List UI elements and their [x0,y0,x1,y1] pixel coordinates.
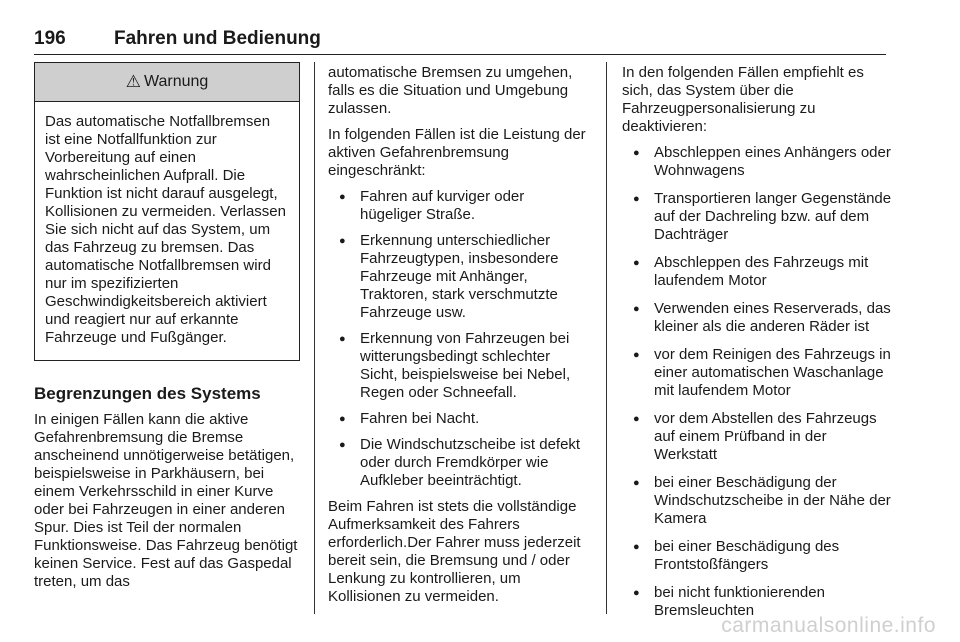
deactivate-intro: In den folgenden Fällen empfiehlt es sich, das System über die Fahrzeugpersonalisierung zu deaktivieren: [622,64,864,135]
page-header [34,26,886,55]
list-item: ● bei nicht funktionierenden Bremsleuchten [622,584,892,620]
page-number: 196 [34,28,66,49]
limited-list [328,188,590,490]
intro-paragraph-part1: In einigen Fällen kann die aktive Gefahrenbremsung die Bremse anscheinend unnötigerweise betätigen, beispielsweise in Parkhäusern, bei einem Verkehrsschild in einer Kurve oder bei Fahrzeugen in einer anderen Spur. Dies ist Teil der normalen Funktionsweise. Das Fahrzeug benötigt keinen Service. Fest auf das Gaspedal treten, um das [34,411,298,590]
intro-paragraph-part2: automatische Bremsen zu umgehen, falls es die Situation und Umgebung zulassen. [328,64,573,117]
list-item: ● Verwenden eines Reserverads, das kleiner als die anderen Räder ist [622,300,892,336]
list-item: ● Abschleppen des Fahrzeugs mit laufendem Motor [622,254,892,290]
list-item: ● Fahren bei Nacht. [328,410,590,428]
list-item: ● bei einer Beschädigung der Windschutzscheibe in der Nähe der Kamera [622,474,892,528]
column-divider-left [314,62,315,614]
column-divider-right [606,62,607,614]
list-item: ● vor dem Abstellen des Fahrzeugs auf einem Prüfband in der Werkstatt [622,410,892,464]
list-item: ● bei einer Beschädigung des Frontstoßfängers [622,538,892,574]
list-item: ● Erkennung von Fahrzeugen bei witterungsbedingt schlechter Sicht, beispielsweise bei Nebel, Regen oder Schneefall. [328,330,590,402]
column-middle [328,64,590,614]
deactivate-list [622,144,892,620]
warning-box [34,62,300,361]
warning-title: Warnung [143,73,209,90]
list-item: ● Erkennung unterschiedlicher Fahrzeugtypen, insbesondere Fahrzeuge mit Anhänger, Traktoren, stark verschmutzte Fahrzeuge usw. [328,232,590,322]
column-right [622,64,892,630]
limited-intro: In folgenden Fällen ist die Leistung der aktiven Gefahrenbremsung eingeschränkt: [328,126,586,179]
list-item: ● Fahren auf kurviger oder hügeliger Straße. [328,188,590,224]
page-title: Fahren und Bedienung [114,28,321,49]
warning-header [35,63,299,102]
column-left [34,62,300,599]
attention-paragraph: Beim Fahren ist stets die vollständige Aufmerksamkeit des Fahrers erforderlich.Der Fahrer muss jederzeit bereit sein, die Bremsung und / oder Lenkung zu kontrollieren, um Kollisionen zu vermeiden. [328,498,581,605]
list-item: ● Abschleppen eines Anhängers oder Wohnwagens [622,144,892,180]
list-item: ● Transportieren langer Gegenstände auf der Dachreling bzw. auf dem Dachträger [622,190,892,244]
list-item: ● Die Windschutzscheibe ist defekt oder durch Fremdkörper wie Aufkleber beeinträchtigt. [328,436,590,490]
warning-triangle-icon: ⚠ [125,72,141,91]
list-item: ● vor dem Reinigen des Fahrzeugs in einer automatischen Waschanlage mit laufendem Motor [622,346,892,400]
watermark: carmanualsonline.info [721,614,936,637]
warning-text: Das automatische Notfallbremsen ist eine Notfallfunktion zur Vorbereitung auf einen wahrscheinlichen Aufprall. Die Funktion ist nicht darauf ausgelegt, Kollisionen zu vermeiden. Verlassen Sie sich nicht auf das System, um das Fahrzeug zu bremsen. Das automatische Notfallbremsen wird nur im spezifizierten Geschwindigkeitsbereich aktiviert und reagiert nur auf erkannte Fahrzeuge und Fußgänger. [45,113,286,346]
section-heading: Begrenzungen des Systems [34,384,261,403]
